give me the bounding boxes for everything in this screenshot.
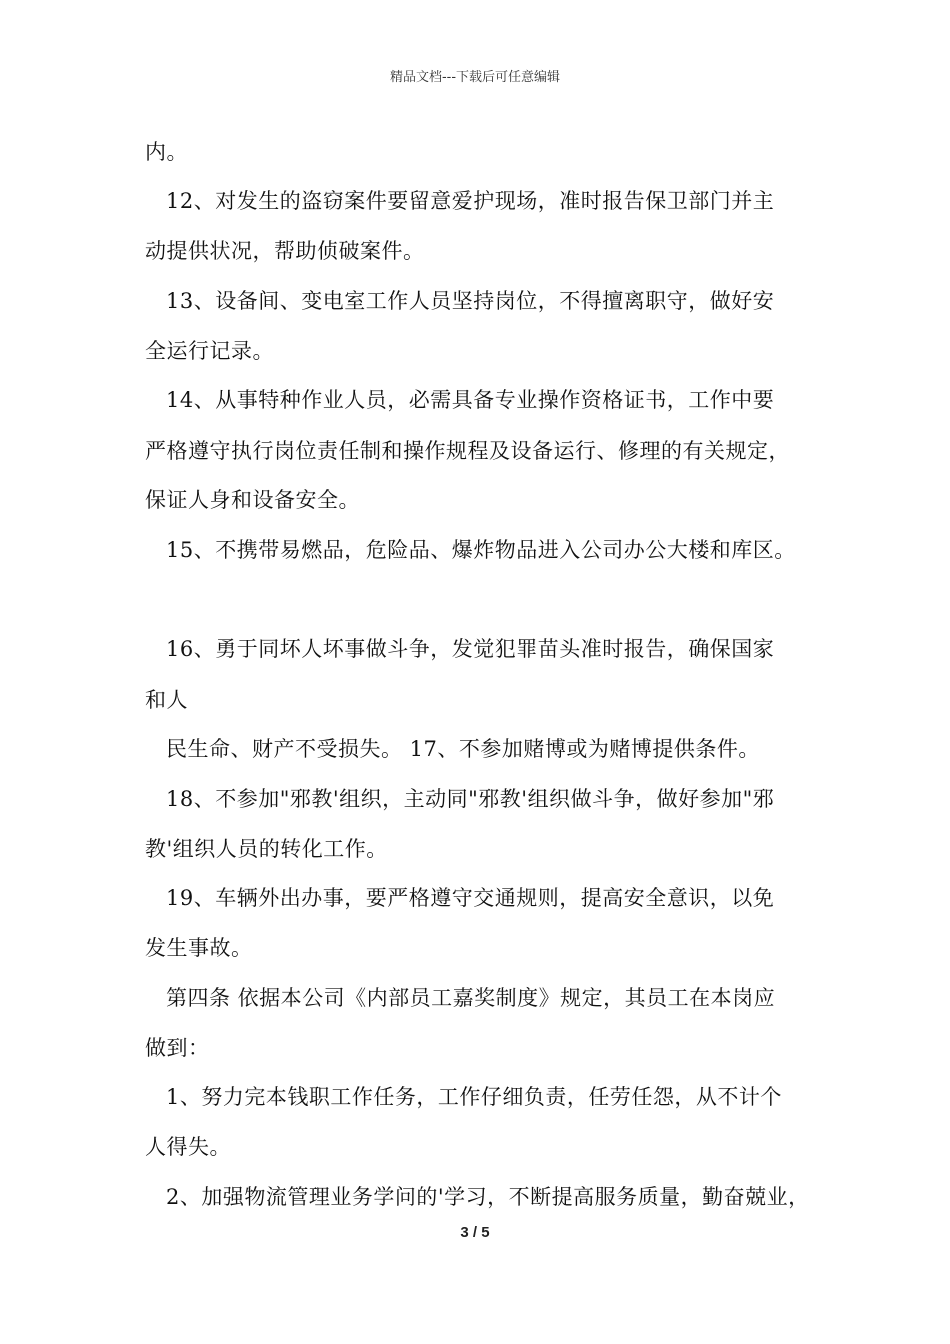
text-line: 教'组织人员的转化工作。 [145, 837, 388, 861]
text-line: 发生事故。 [145, 936, 253, 960]
text-line: 19、车辆外出办事，要严格遵守交通规则，提高安全意识，以免 [166, 886, 775, 910]
text-line: 18、不参加"邪教'组织，主动同"邪教'组织做斗争，做好参加"邪 [166, 787, 775, 811]
text-line: 13、设备间、变电室工作人员坚持岗位，不得擅离职守，做好安 [166, 289, 775, 313]
text-line: 14、从事特种作业人员，必需具备专业操作资格证书，工作中要 [166, 388, 775, 412]
text-line: 保证人身和设备安全。 [145, 488, 360, 512]
text-line: 2、加强物流管理业务学问的'学习，不断提高服务质量，勤奋兢业， [166, 1185, 810, 1209]
text-line: 内。 [145, 140, 188, 164]
text-line: 做到： [145, 1036, 210, 1060]
text-line: 第四条 依据本公司《内部员工嘉奖制度》规定，其员工在本岗应 [166, 986, 776, 1010]
page-number: 3 / 5 [460, 1224, 490, 1241]
text-line: 人得失。 [145, 1135, 231, 1159]
text-line: 严格遵守执行岗位责任制和操作规程及设备运行、修理的有关规定， [145, 439, 790, 463]
text-line: 动提供状况，帮助侦破案件。 [145, 239, 425, 263]
text-line: 15、不携带易燃品，危险品、爆炸物品进入公司办公大楼和库区。 [166, 538, 796, 562]
page-header: 精品文档---下载后可任意编辑 [389, 70, 561, 85]
text-line: 1、努力完本钱职工作任务，工作仔细负责，任劳任怨，从不计个 [166, 1085, 782, 1109]
text-line: 12、对发生的盗窃案件要留意爱护现场，准时报告保卫部门并主 [166, 189, 775, 213]
text-line: 和人 [145, 688, 188, 712]
text-line: 民生命、财产不受损失。 17、不参加赌博或为赌博提供条件。 [166, 737, 760, 761]
text-line: 全运行记录。 [145, 339, 274, 363]
text-line: 16、勇于同坏人坏事做斗争，发觉犯罪苗头准时报告，确保国家 [166, 637, 775, 661]
